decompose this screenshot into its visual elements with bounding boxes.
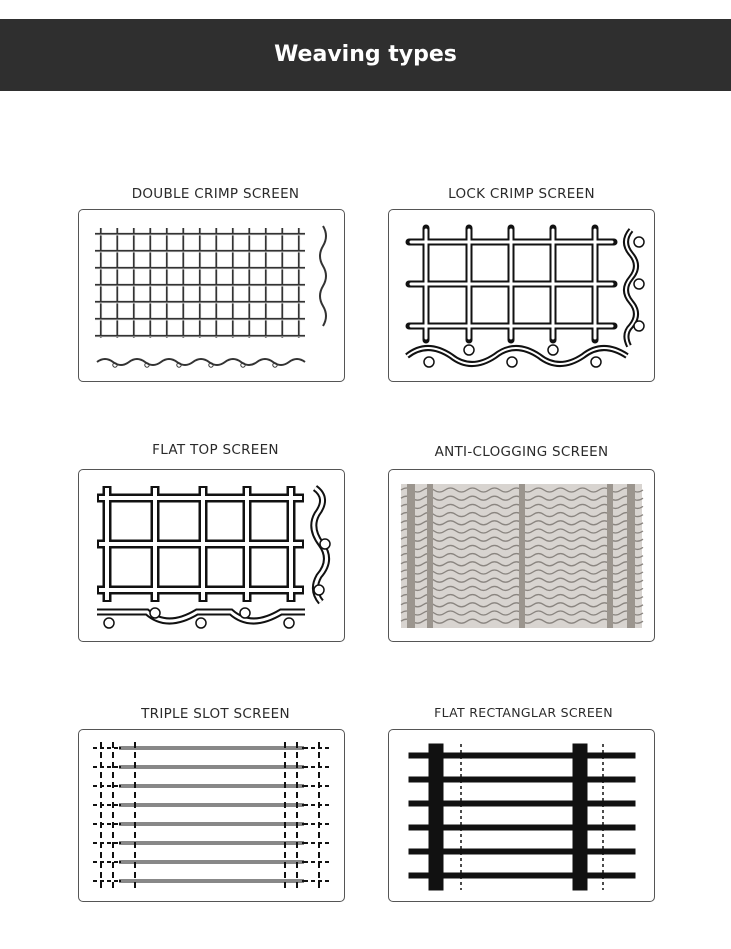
page-title: Weaving types <box>274 42 457 67</box>
flat-top-illustration <box>79 470 344 641</box>
flat-rectangular-label: FLAT RECTANGLAR SCREEN <box>434 705 613 720</box>
lock-crimp-label: LOCK CRIMP SCREEN <box>448 186 595 202</box>
flat-rectangular-card <box>388 729 655 902</box>
flat-top-label: FLAT TOP SCREEN <box>152 442 279 458</box>
double-crimp-label: DOUBLE CRIMP SCREEN <box>131 186 300 202</box>
flat-top-card <box>78 469 345 642</box>
triple-slot-label: TRIPLE SLOT SCREEN <box>141 706 290 722</box>
double-crimp-card <box>78 209 345 382</box>
triple-slot-card <box>78 729 345 902</box>
anti-clogging-illustration <box>389 470 654 641</box>
lock-crimp-card <box>388 209 655 382</box>
lock-crimp-illustration <box>389 210 654 381</box>
anti-clogging-card <box>388 469 655 642</box>
flat-rectangular-illustration <box>389 730 654 901</box>
double-crimp-illustration <box>79 210 344 381</box>
anti-clogging-label: ANTI-CLOGGING SCREEN <box>434 444 609 460</box>
header-bar <box>0 19 731 91</box>
triple-slot-illustration <box>79 730 344 901</box>
